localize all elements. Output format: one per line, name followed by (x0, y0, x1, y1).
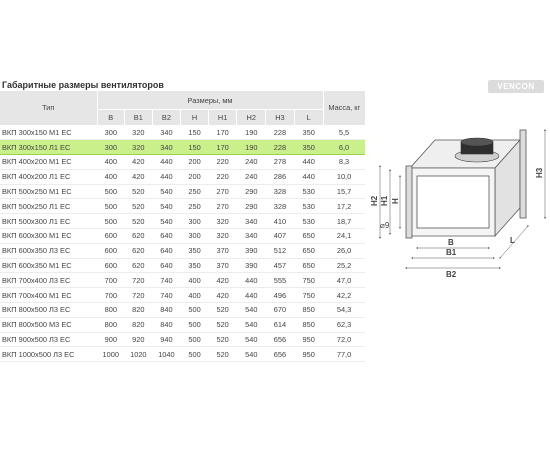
cell-b2: 640 (152, 243, 181, 258)
cell-b2: 440 (152, 169, 181, 184)
cell-h3: 410 (266, 214, 295, 229)
cell-h: 150 (181, 140, 209, 155)
table-row (0, 229, 365, 244)
cell-mass: 10,0 (323, 169, 365, 184)
cell-mass: 17,2 (323, 199, 365, 214)
cell-b1: 920 (125, 332, 153, 347)
cell-type: ВКП 900х500 Л3 ЕС (0, 332, 97, 347)
table-row (0, 332, 365, 347)
cell-h: 400 (181, 288, 209, 303)
cell-b2: 840 (152, 303, 181, 318)
cell-type: ВКП 500х300 Л1 ЕС (0, 214, 97, 229)
cell-h3: 278 (266, 155, 295, 170)
header-col-h1: H1 (208, 110, 237, 126)
cell-l: 750 (294, 273, 323, 288)
cell-h2: 540 (237, 347, 266, 362)
cell-l: 850 (294, 303, 323, 318)
cell-b: 500 (97, 184, 125, 199)
cell-h3: 286 (266, 169, 295, 184)
cell-b1: 520 (125, 199, 153, 214)
cell-h3: 656 (266, 347, 295, 362)
cell-b2: 640 (152, 229, 181, 244)
cell-b: 600 (97, 258, 125, 273)
cell-b: 900 (97, 332, 125, 347)
cell-h1: 520 (208, 303, 237, 318)
table-row (0, 288, 365, 303)
cell-h3: 614 (266, 317, 295, 332)
cell-b: 1000 (97, 347, 125, 362)
cell-b1: 520 (125, 214, 153, 229)
cell-h3: 457 (266, 258, 295, 273)
label-b1: B1 (446, 248, 457, 257)
cell-h: 250 (181, 199, 209, 214)
cell-type: ВКП 1000х500 Л3 ЕС (0, 347, 97, 362)
cell-h1: 520 (208, 317, 237, 332)
cell-mass: 5,5 (323, 125, 365, 140)
cell-h2: 240 (237, 169, 266, 184)
cell-b2: 1040 (152, 347, 181, 362)
cell-h: 500 (181, 332, 209, 347)
cell-l: 650 (294, 258, 323, 273)
cell-l: 850 (294, 317, 323, 332)
cell-b2: 840 (152, 317, 181, 332)
cell-b1: 320 (125, 140, 153, 155)
cell-b2: 340 (152, 125, 181, 140)
cell-h3: 670 (266, 303, 295, 318)
label-h2: H2 (370, 195, 379, 206)
cell-h1: 520 (208, 347, 237, 362)
cell-b1: 720 (125, 273, 153, 288)
table-row (0, 317, 365, 332)
cell-h: 500 (181, 303, 209, 318)
cell-h3: 555 (266, 273, 295, 288)
cell-b1: 1020 (125, 347, 153, 362)
cell-b1: 420 (125, 155, 153, 170)
cell-mass: 25,2 (323, 258, 365, 273)
fan-dimension-drawing (360, 110, 550, 280)
table-row (0, 125, 365, 140)
cell-h: 200 (181, 155, 209, 170)
cell-h: 300 (181, 229, 209, 244)
cell-type: ВКП 600х350 Л3 ЕС (0, 243, 97, 258)
cell-h1: 520 (208, 332, 237, 347)
cell-l: 650 (294, 229, 323, 244)
cell-h3: 512 (266, 243, 295, 258)
table-row (0, 243, 365, 258)
cell-h: 300 (181, 214, 209, 229)
cell-h2: 440 (237, 273, 266, 288)
cell-h3: 407 (266, 229, 295, 244)
cell-b1: 820 (125, 303, 153, 318)
cell-h2: 540 (237, 303, 266, 318)
cell-h2: 240 (237, 155, 266, 170)
cell-h2: 290 (237, 184, 266, 199)
cell-h3: 496 (266, 288, 295, 303)
header-col-b: B (97, 110, 125, 126)
dimensions-table (0, 91, 365, 362)
header-mass: Масса, кг (323, 91, 365, 125)
cell-h1: 220 (208, 169, 237, 184)
cell-b2: 540 (152, 199, 181, 214)
cell-b: 500 (97, 199, 125, 214)
cell-mass: 24,1 (323, 229, 365, 244)
label-l: L (510, 236, 515, 245)
cell-type: ВКП 300х150 М1 ЕС (0, 125, 97, 140)
cell-b2: 740 (152, 288, 181, 303)
cell-b: 300 (97, 140, 125, 155)
cell-l: 750 (294, 288, 323, 303)
cell-mass: 42,2 (323, 288, 365, 303)
cell-mass: 77,0 (323, 347, 365, 362)
label-b2: B2 (446, 270, 457, 279)
cell-l: 950 (294, 332, 323, 347)
cell-mass: 26,0 (323, 243, 365, 258)
cell-type: ВКП 300х150 Л1 ЕС (0, 140, 97, 155)
cell-b1: 620 (125, 243, 153, 258)
cell-l: 440 (294, 169, 323, 184)
cell-type: ВКП 500х250 Л1 ЕС (0, 199, 97, 214)
brand-logo: VENCON (488, 80, 544, 93)
cell-h2: 290 (237, 199, 266, 214)
cell-h2: 190 (237, 140, 266, 155)
cell-mass: 6,0 (323, 140, 365, 155)
cell-type: ВКП 800х500 М3 ЕС (0, 317, 97, 332)
motor (455, 138, 499, 162)
cell-type: ВКП 400х200 М1 ЕС (0, 155, 97, 170)
cell-h: 400 (181, 273, 209, 288)
cell-h: 500 (181, 317, 209, 332)
cell-h: 500 (181, 347, 209, 362)
cell-b1: 720 (125, 288, 153, 303)
cell-h2: 540 (237, 317, 266, 332)
cell-b1: 620 (125, 229, 153, 244)
cell-b: 600 (97, 243, 125, 258)
cell-h1: 220 (208, 155, 237, 170)
table-row (0, 303, 365, 318)
cell-b2: 640 (152, 258, 181, 273)
cell-l: 350 (294, 140, 323, 155)
cell-l: 950 (294, 347, 323, 362)
cell-b2: 540 (152, 214, 181, 229)
cell-b: 800 (97, 317, 125, 332)
label-hole: ⌀9 (380, 221, 390, 230)
label-b: B (448, 238, 454, 247)
cell-mass: 15,7 (323, 184, 365, 199)
header-col-b2: B2 (152, 110, 181, 126)
cell-h2: 190 (237, 125, 266, 140)
table-row (0, 184, 365, 199)
cell-h1: 370 (208, 258, 237, 273)
table-row (0, 199, 365, 214)
cell-b1: 820 (125, 317, 153, 332)
table-row (0, 140, 365, 155)
table-row (0, 347, 365, 362)
cell-h3: 228 (266, 125, 295, 140)
cell-l: 530 (294, 199, 323, 214)
header-col-h3: H3 (266, 110, 295, 126)
cell-mass: 72,0 (323, 332, 365, 347)
label-h: H (391, 198, 400, 204)
table-row (0, 258, 365, 273)
header-col-b1: B1 (125, 110, 153, 126)
cell-b: 700 (97, 273, 125, 288)
cell-h: 250 (181, 184, 209, 199)
cell-b2: 740 (152, 273, 181, 288)
cell-b2: 540 (152, 184, 181, 199)
cell-mass: 8,3 (323, 155, 365, 170)
cell-h1: 270 (208, 184, 237, 199)
cell-h3: 656 (266, 332, 295, 347)
cell-h2: 340 (237, 214, 266, 229)
cell-h2: 390 (237, 243, 266, 258)
cell-h3: 228 (266, 140, 295, 155)
cell-mass: 18,7 (323, 214, 365, 229)
cell-b1: 320 (125, 125, 153, 140)
cell-b1: 520 (125, 184, 153, 199)
cell-h1: 170 (208, 140, 237, 155)
cell-mass: 47,0 (323, 273, 365, 288)
cell-b: 500 (97, 214, 125, 229)
cell-b2: 440 (152, 155, 181, 170)
cell-h: 150 (181, 125, 209, 140)
label-h3: H3 (535, 167, 544, 178)
cell-b: 400 (97, 155, 125, 170)
cell-h1: 420 (208, 288, 237, 303)
header-col-h: H (181, 110, 209, 126)
cell-h: 350 (181, 243, 209, 258)
cell-mass: 54,3 (323, 303, 365, 318)
cell-h2: 440 (237, 288, 266, 303)
cell-mass: 62,3 (323, 317, 365, 332)
cell-h: 350 (181, 258, 209, 273)
cell-b1: 420 (125, 169, 153, 184)
cell-l: 440 (294, 155, 323, 170)
header-col-l: L (294, 110, 323, 126)
cell-h: 200 (181, 169, 209, 184)
cell-h1: 420 (208, 273, 237, 288)
cell-h2: 340 (237, 229, 266, 244)
cell-h1: 170 (208, 125, 237, 140)
cell-b: 400 (97, 169, 125, 184)
cell-l: 350 (294, 125, 323, 140)
cell-type: ВКП 600х300 М1 ЕС (0, 229, 97, 244)
cell-b1: 620 (125, 258, 153, 273)
header-col-h2: H2 (237, 110, 266, 126)
cell-b2: 340 (152, 140, 181, 155)
cell-type: ВКП 500х250 М1 ЕС (0, 184, 97, 199)
cell-type: ВКП 700х400 Л3 ЕС (0, 273, 97, 288)
cell-b2: 940 (152, 332, 181, 347)
cell-type: ВКП 700х400 М1 ЕС (0, 288, 97, 303)
cell-h1: 270 (208, 199, 237, 214)
header-type: Тип (0, 91, 97, 125)
label-h1: H1 (380, 195, 389, 206)
cell-h1: 320 (208, 229, 237, 244)
header-dimensions: Размеры, мм (97, 91, 323, 110)
cell-l: 650 (294, 243, 323, 258)
cell-type: ВКП 800х500 Л3 ЕС (0, 303, 97, 318)
cell-l: 530 (294, 214, 323, 229)
cell-b: 800 (97, 303, 125, 318)
cell-h2: 540 (237, 332, 266, 347)
table-row (0, 169, 365, 184)
cell-b: 600 (97, 229, 125, 244)
cell-h3: 328 (266, 184, 295, 199)
table-row (0, 155, 365, 170)
cell-l: 530 (294, 184, 323, 199)
cell-h3: 328 (266, 199, 295, 214)
table-title: Габаритные размеры вентиляторов (2, 80, 164, 90)
cell-type: ВКП 400х200 Л1 ЕС (0, 169, 97, 184)
cell-h2: 390 (237, 258, 266, 273)
cell-h1: 320 (208, 214, 237, 229)
cell-h1: 370 (208, 243, 237, 258)
cell-b: 300 (97, 125, 125, 140)
cell-b: 700 (97, 288, 125, 303)
table-row (0, 273, 365, 288)
table-row (0, 214, 365, 229)
cell-type: ВКП 600х350 М1 ЕС (0, 258, 97, 273)
